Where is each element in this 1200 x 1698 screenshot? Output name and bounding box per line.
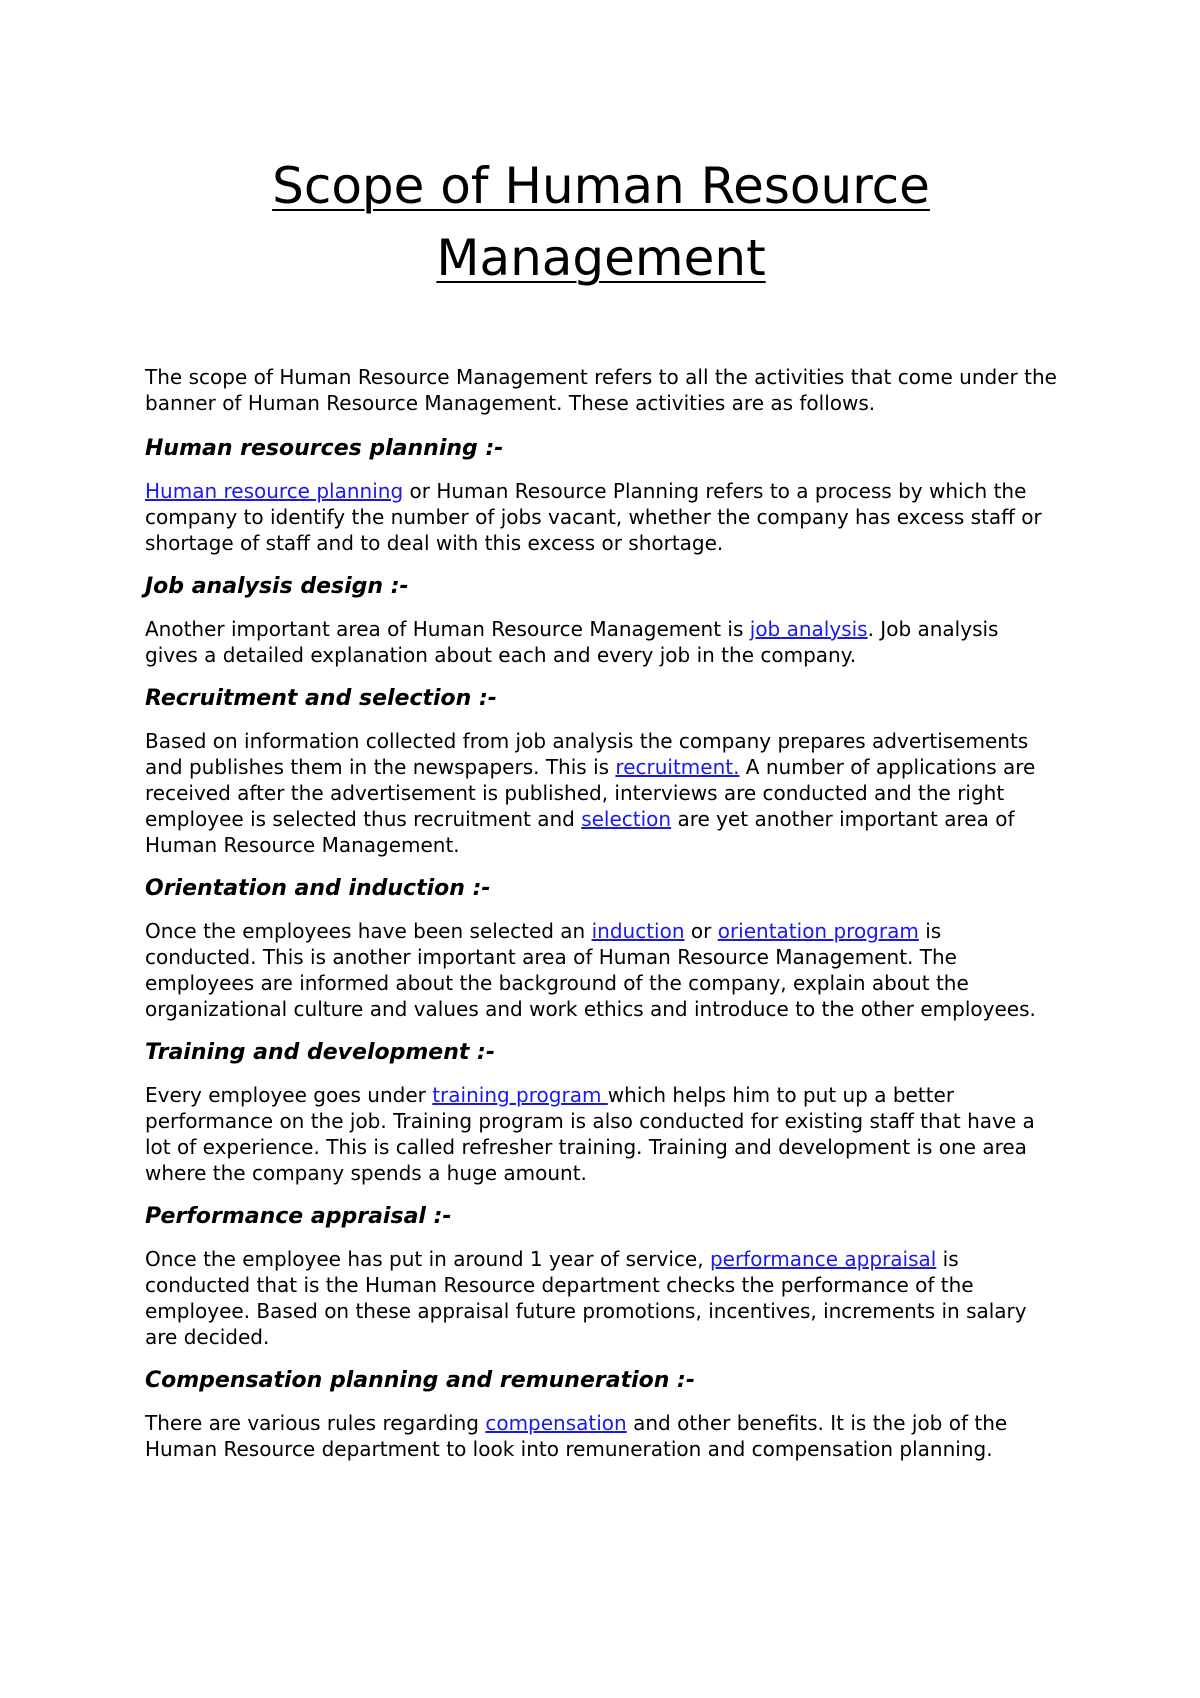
document-page (145, 150, 1057, 1478)
paragraph-text: Once the employees have been selected an (145, 919, 592, 943)
paragraph-text: Once the employee has put in around 1 year of service, (145, 1247, 710, 1271)
section-heading: Job analysis design :- (145, 574, 409, 599)
paragraph-text: or Human Resource Planning refers to a process by which the company to identify the number of jobs vacant, whether the company has excess staff or shortage of staff and to deal with this excess or shortage. (145, 479, 1042, 555)
intro-paragraph: The scope of Human Resource Management refers to all the activities that come under the banner of Human Resource Management. These activities are as follows. (145, 365, 1057, 415)
section-paragraph (145, 728, 1057, 858)
paragraph-text: Based on information collected from job analysis the company prepares advertisements and publishes them in the newspapers. This is (145, 729, 1029, 779)
section-heading: Orientation and induction :- (145, 876, 491, 901)
inline-link[interactable]: induction (591, 919, 685, 943)
inline-link[interactable]: performance appraisal (709, 1247, 937, 1271)
paragraph-text: Another important area of Human Resource Management is (145, 617, 750, 641)
sections-container (145, 434, 1057, 1462)
paragraph-text: . Job analysis gives a detailed explanation about each and every job in the company. (145, 617, 999, 667)
paragraph-text: is conducted. This is another important area of Human Resource Management. The employees are informed about the background of the company, explain about the organizational culture and values and work ethics and introduce to the other employees. (145, 919, 1036, 1021)
paragraph-text: are yet another important area of Human Resource Management. (145, 807, 1015, 857)
inline-link[interactable]: job analysis (749, 617, 868, 641)
inline-link[interactable]: selection (581, 807, 672, 831)
paragraph-text: is conducted that is the Human Resource department checks the performance of the employee. Based on these appraisal future promotions, incentives, increments in salary are decided. (145, 1247, 1027, 1349)
paragraph-text: There are various rules regarding (145, 1411, 486, 1435)
document-title: Scope of Human Resource Management (272, 157, 930, 287)
paragraph-text: which helps him to put up a better performance on the job. Training program is also conducted for existing staff that have a lot of experience. This is called refresher training. Training and development is one area where the company spends a huge amount. (145, 1083, 1035, 1185)
inline-link[interactable]: recruitment. (615, 755, 740, 779)
paragraph-text: A number of applications are received after the advertisement is published, interviews are conducted and the right employee is selected thus recruitment and (145, 755, 1036, 831)
section-heading: Recruitment and selection :- (145, 686, 497, 711)
paragraph-text: and other benefits. It is the job of the Human Resource department to look into remuneration and compensation planning. (145, 1411, 1008, 1461)
paragraph-text: or (684, 919, 718, 943)
section-paragraph (145, 918, 1057, 1022)
section-heading: Human resources planning :- (145, 436, 504, 461)
section-paragraph (145, 1082, 1057, 1186)
section-paragraph (145, 1410, 1057, 1462)
section-heading: Compensation planning and remuneration :- (145, 1368, 695, 1393)
section-paragraph (145, 616, 1057, 668)
inline-link[interactable]: training program (432, 1083, 608, 1107)
inline-link[interactable]: orientation program (717, 919, 919, 943)
section-paragraph (145, 478, 1057, 556)
paragraph-text: Every employee goes under (145, 1083, 433, 1107)
section-heading: Training and development :- (145, 1040, 495, 1065)
inline-link[interactable]: compensation (485, 1411, 627, 1435)
inline-link[interactable]: Human resource planning (145, 479, 404, 503)
section-heading: Performance appraisal :- (145, 1204, 452, 1229)
section-paragraph (145, 1246, 1057, 1350)
